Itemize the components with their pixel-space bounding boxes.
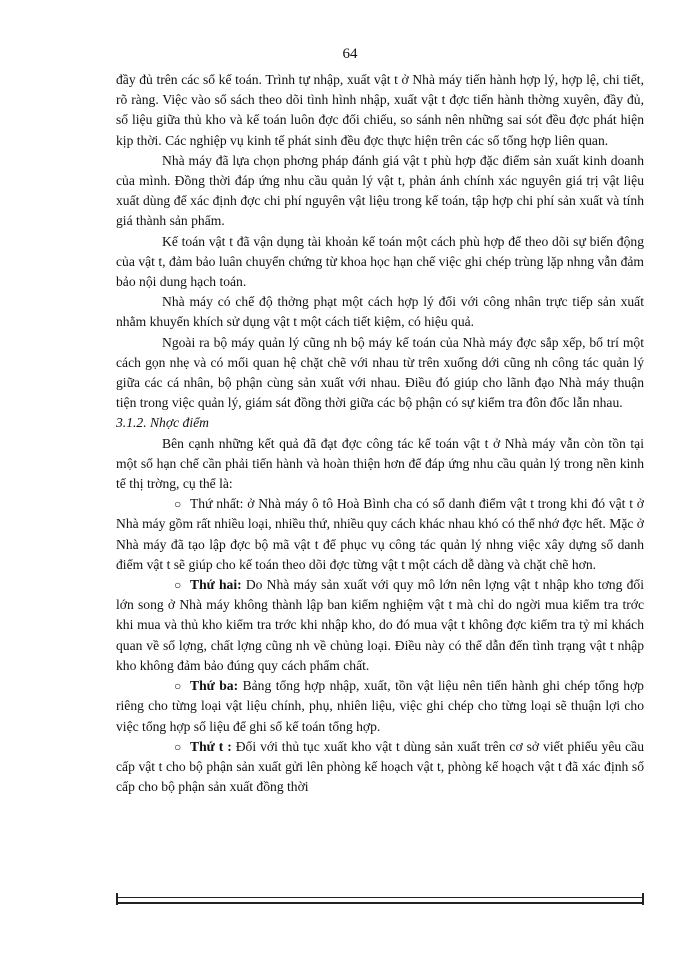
bullet-text: Đối với thủ tục xuất kho vật t dùng sản xuất trên cơ sở viết phiếu yêu cầu cấp vật t cho bộ phận sản xuất gửi lên phòng kế hoạch vật t, phòng kế hoạch vật t đã xác định số cấp cho bộ phận sản xuất đồng thời xyxy=(116,738,644,795)
bullet-item xyxy=(116,676,644,737)
footer-rule xyxy=(116,897,644,904)
bullet-item xyxy=(116,494,644,575)
bullet-label: Thứ ba: xyxy=(190,678,239,694)
page-number: 64 xyxy=(342,46,358,62)
section-heading: 3.1.2. Nhợc điểm xyxy=(116,415,209,431)
circle-bullet-icon: ○ xyxy=(174,578,182,593)
bullet-text: Do Nhà máy sản xuất với quy mô lớn nên lợng vật t nhập kho tơng đối lớn song ở Nhà máy không thành lập ban kiểm nghiệm vật t mà chỉ do ngời mua kiểm tra trớc khi mua và thủ kho kiểm tra trớc khi nhập kho, do đó mua vật t không đợc kiểm tra tỷ mỉ khách quan về số lợng, chất lợng cũng nh về chủng loại. Điều này có thể dẫn đến tình trạng vật t nhập kho không đảm bảo đúng quy cách phẩm chất. xyxy=(116,577,644,673)
bullet-label: Thứ nhất: xyxy=(190,496,244,512)
bullet-item xyxy=(116,737,644,798)
bullet-label: Thứ hai: xyxy=(190,577,242,593)
circle-bullet-icon: ○ xyxy=(174,679,182,694)
paragraph: Nhà máy có chế độ thởng phạt một cách hợp lý đối với công nhân trực tiếp sản xuất nhằm khuyến khích sử dụng vật t một cách tiết kiệm, có hiệu quả. xyxy=(116,294,644,330)
bullet-item xyxy=(116,575,644,676)
bullet-label: Thứ t : xyxy=(190,738,232,754)
bullet-text: Bảng tổng hợp nhập, xuất, tồn vật liệu nên tiến hành ghi chép tổng hợp riêng cho từng loại vật liệu chính, phụ, nhiên liệu, việc ghi chép cho từng loại sẽ thuận lợi cho việc tổng hợp số liệu để ghi sổ kế toán tổng hợp. xyxy=(116,678,644,734)
document-body xyxy=(116,70,644,797)
paragraph: Bên cạnh những kết quả đã đạt đợc công tác kế toán vật t ở Nhà máy vẫn còn tồn tại một số hạn chế cần phải tiến hành và hoàn thiện hơn để đáp ứng nhu cầu quản lý trong nền kinh tế thị trờng, cụ thể là: xyxy=(116,435,644,492)
circle-bullet-icon: ○ xyxy=(174,739,182,754)
paragraph: đầy đủ trên các sổ kế toán. Trình tự nhập, xuất vật t ở Nhà máy tiến hành hợp lý, hợp lệ, chi tiết, rõ ràng. Việc vào sổ sách theo dõi tình hình nhập, xuất vật t đợc tiến hành thờng xuyên, đầy đủ, số liệu giữa thủ kho và kế toán luôn đợc đối chiếu, so sánh nên những sai sót đều đợc phát hiện kịp thời. Các nghiệp vụ kinh tế phát sinh đều đợc thực hiện trên các sổ tổng hợp liên quan. xyxy=(116,72,644,148)
circle-bullet-icon: ○ xyxy=(174,497,182,512)
paragraph: Kế toán vật t đã vận dụng tài khoản kế toán một cách phù hợp để theo dõi sự biến động của vật t, đảm bảo luân chuyển chứng từ khoa học hạn chế việc ghi chép trùng lặp nhng vẫn đảm bảo nội dung hạch toán. xyxy=(116,233,644,290)
bullet-text: ở Nhà máy ô tô Hoà Bình cha có sổ danh điểm vật t trong khi đó vật t ở Nhà máy gồm rất nhiều loại, nhiều thứ, nhiều quy cách khác nhau khó có thể nhớ đợc hết. Mặc ở Nhà máy đã tạo lập đợc bộ mã vật t để phục vụ công tác quản lý nhng việc xây dựng sổ danh điểm vật t sẽ giúp cho kế toán theo dõi đợc từng vật t một cách dễ dàng và chặt chẽ hơn. xyxy=(116,496,644,572)
footer-rule-right-cap xyxy=(642,893,644,905)
paragraph: Nhà máy đã lựa chọn phơng pháp đánh giá vật t phù hợp đặc điểm sản xuất kinh doanh của mình. Đồng thời đáp ứng nhu cầu quản lý vật t, phản ánh chính xác nguyên giá trị vật liệu xuất dùng để xác định đợc chi phí nguyên vật liệu trong kế toán, tập hợp chi phí sản xuất và tính giá thành sản phẩm. xyxy=(116,152,644,229)
footer-rule-left-cap xyxy=(116,893,118,905)
paragraph: Ngoài ra bộ máy quản lý cũng nh bộ máy kế toán của Nhà máy đợc sắp xếp, bố trí một cách gọn nhẹ và có mối quan hệ chặt chẽ với nhau từ trên xuống dới cũng nh công tác quản lý giữa các cá nhân, bộ phận cùng sản xuất với nhau. Điều đó giúp cho lãnh đạo Nhà máy thuận tiện trong việc quản lý, giám sát đồng thời giữa các bộ phận có sự kiểm tra đôn đốc lẫn nhau. xyxy=(116,334,644,411)
